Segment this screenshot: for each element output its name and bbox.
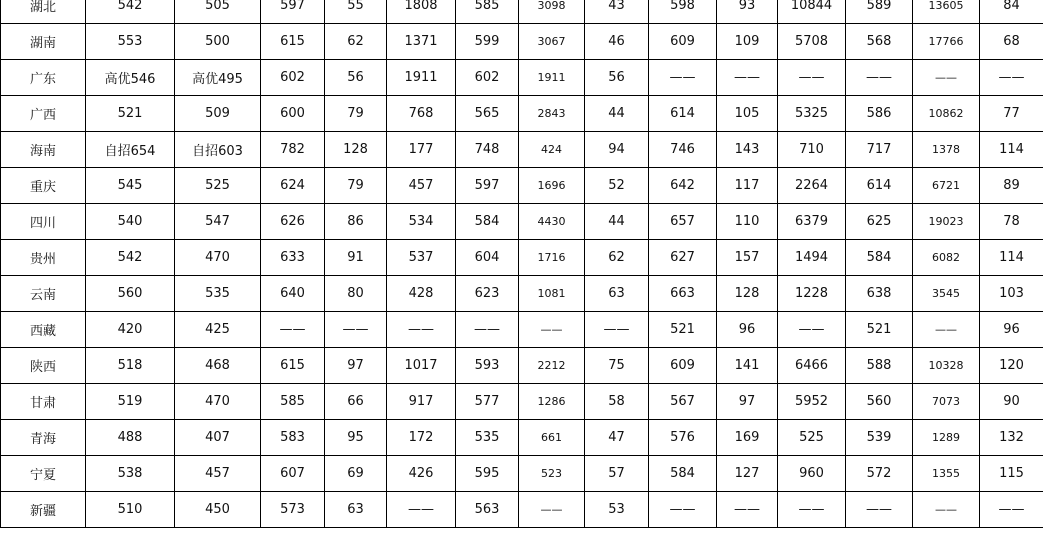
table-cell: —— <box>387 492 456 528</box>
table-cell: 3098 <box>519 0 585 24</box>
table-cell: 521 <box>86 96 175 132</box>
table-cell: 80 <box>325 276 387 312</box>
table-cell: 425 <box>175 312 261 348</box>
province-cell: 云南 <box>1 276 86 312</box>
table-cell: 598 <box>649 0 717 24</box>
table-cell: 614 <box>846 168 913 204</box>
table-cell: 407 <box>175 420 261 456</box>
table-cell: 4430 <box>519 204 585 240</box>
table-cell: 626 <box>261 204 325 240</box>
table-cell: 535 <box>175 276 261 312</box>
table-cell: 1378 <box>913 132 980 168</box>
table-cell: 663 <box>649 276 717 312</box>
table-cell: 90 <box>980 384 1043 420</box>
table-cell: 93 <box>717 0 778 24</box>
table-cell: 43 <box>585 0 649 24</box>
table-cell: 525 <box>175 168 261 204</box>
table-cell: 53 <box>585 492 649 528</box>
table-cell: 604 <box>456 240 519 276</box>
table-cell: 143 <box>717 132 778 168</box>
table-cell: 1696 <box>519 168 585 204</box>
table-cell: 172 <box>387 420 456 456</box>
table-cell: 583 <box>261 420 325 456</box>
table-cell: 609 <box>649 24 717 60</box>
table-cell: 576 <box>649 420 717 456</box>
table-cell: 627 <box>649 240 717 276</box>
table-cell: 545 <box>86 168 175 204</box>
table-row <box>1 456 1043 492</box>
table-row <box>1 420 1043 456</box>
table-cell: 615 <box>261 24 325 60</box>
table-cell: 66 <box>325 384 387 420</box>
table-cell: 114 <box>980 132 1043 168</box>
table-cell: 585 <box>261 384 325 420</box>
table-cell: 55 <box>325 0 387 24</box>
table-cell: 538 <box>86 456 175 492</box>
table-row <box>1 24 1043 60</box>
table-row <box>1 348 1043 384</box>
table-cell: —— <box>456 312 519 348</box>
table-cell: 128 <box>325 132 387 168</box>
table-cell: 523 <box>519 456 585 492</box>
table-cell: 640 <box>261 276 325 312</box>
table-cell: 560 <box>846 384 913 420</box>
table-cell: 748 <box>456 132 519 168</box>
table-cell: 710 <box>778 132 846 168</box>
province-cell: 四川 <box>1 204 86 240</box>
table-cell: 1355 <box>913 456 980 492</box>
table-cell: 62 <box>585 240 649 276</box>
province-cell: 湖南 <box>1 24 86 60</box>
table-cell: 563 <box>456 492 519 528</box>
table-cell: 488 <box>86 420 175 456</box>
table-row <box>1 0 1043 24</box>
table-cell: 69 <box>325 456 387 492</box>
table-row <box>1 276 1043 312</box>
table-cell: 534 <box>387 204 456 240</box>
table-cell: 19023 <box>913 204 980 240</box>
table-cell: 588 <box>846 348 913 384</box>
table-cell: 自招654 <box>86 132 175 168</box>
table-cell: 169 <box>717 420 778 456</box>
province-cell: 青海 <box>1 420 86 456</box>
table-cell: 782 <box>261 132 325 168</box>
table-cell: 5325 <box>778 96 846 132</box>
table-cell: 86 <box>325 204 387 240</box>
province-cell: 西藏 <box>1 312 86 348</box>
table-cell: 505 <box>175 0 261 24</box>
table-cell: 917 <box>387 384 456 420</box>
table-row <box>1 312 1043 348</box>
table-cell: 420 <box>86 312 175 348</box>
table-cell: 717 <box>846 132 913 168</box>
table-cell: 642 <box>649 168 717 204</box>
table-cell: 560 <box>86 276 175 312</box>
table-row <box>1 204 1043 240</box>
table-cell: 470 <box>175 240 261 276</box>
table-cell: 539 <box>846 420 913 456</box>
table-cell: 746 <box>649 132 717 168</box>
table-cell: 521 <box>846 312 913 348</box>
table-cell: 1911 <box>519 60 585 96</box>
table-cell: 157 <box>717 240 778 276</box>
table-cell: 13605 <box>913 0 980 24</box>
table-row <box>1 168 1043 204</box>
table-cell: 457 <box>387 168 456 204</box>
table-cell: 6466 <box>778 348 846 384</box>
table-cell: 585 <box>456 0 519 24</box>
table-cell: 5952 <box>778 384 846 420</box>
table-cell: 63 <box>585 276 649 312</box>
table-cell: 614 <box>649 96 717 132</box>
table-cell: 1494 <box>778 240 846 276</box>
table-cell: 2843 <box>519 96 585 132</box>
table-cell: 52 <box>585 168 649 204</box>
table-cell: 540 <box>86 204 175 240</box>
table-cell: 599 <box>456 24 519 60</box>
table-cell: 177 <box>387 132 456 168</box>
table-cell: 110 <box>717 204 778 240</box>
table-cell: —— <box>778 312 846 348</box>
province-cell: 贵州 <box>1 240 86 276</box>
table-cell: 623 <box>456 276 519 312</box>
table-cell: 78 <box>980 204 1043 240</box>
table-cell: 高优546 <box>86 60 175 96</box>
table-cell: 3067 <box>519 24 585 60</box>
table-cell: 426 <box>387 456 456 492</box>
table-cell: 450 <box>175 492 261 528</box>
table-cell: —— <box>325 312 387 348</box>
table-cell: 84 <box>980 0 1043 24</box>
table-cell: 10328 <box>913 348 980 384</box>
table-cell: 128 <box>717 276 778 312</box>
table-cell: 105 <box>717 96 778 132</box>
table-cell: 615 <box>261 348 325 384</box>
table-cell: 57 <box>585 456 649 492</box>
table-cell: 1808 <box>387 0 456 24</box>
table-cell: 115 <box>980 456 1043 492</box>
table-cell: 75 <box>585 348 649 384</box>
table-cell: 94 <box>585 132 649 168</box>
table-cell: 573 <box>261 492 325 528</box>
table-row <box>1 132 1043 168</box>
table-cell: 470 <box>175 384 261 420</box>
table-cell: 3545 <box>913 276 980 312</box>
table-row <box>1 96 1043 132</box>
table-cell: 518 <box>86 348 175 384</box>
table-body <box>1 0 1043 528</box>
table-cell: 572 <box>846 456 913 492</box>
table-cell: 584 <box>456 204 519 240</box>
table-cell: 79 <box>325 168 387 204</box>
table-cell: —— <box>519 312 585 348</box>
table-cell: 97 <box>717 384 778 420</box>
table-cell: 127 <box>717 456 778 492</box>
province-cell: 湖北 <box>1 0 86 24</box>
table-cell: 584 <box>649 456 717 492</box>
table-cell: —— <box>519 492 585 528</box>
province-cell: 甘肃 <box>1 384 86 420</box>
table-cell: 63 <box>325 492 387 528</box>
table-cell: 960 <box>778 456 846 492</box>
table-cell: 1286 <box>519 384 585 420</box>
table-cell: 424 <box>519 132 585 168</box>
province-cell: 新疆 <box>1 492 86 528</box>
table-cell: —— <box>717 492 778 528</box>
province-cell: 陕西 <box>1 348 86 384</box>
table-cell: 600 <box>261 96 325 132</box>
table-cell: 597 <box>456 168 519 204</box>
table-cell: 5708 <box>778 24 846 60</box>
table-cell: 95 <box>325 420 387 456</box>
table-cell: —— <box>913 312 980 348</box>
table-cell: 79 <box>325 96 387 132</box>
table-cell: 468 <box>175 348 261 384</box>
province-cell: 海南 <box>1 132 86 168</box>
table-cell: —— <box>980 492 1043 528</box>
table-cell: —— <box>585 312 649 348</box>
table-cell: 525 <box>778 420 846 456</box>
table-cell: 1081 <box>519 276 585 312</box>
table-cell: 89 <box>980 168 1043 204</box>
table-cell: 521 <box>649 312 717 348</box>
table-cell: 547 <box>175 204 261 240</box>
table-cell: 768 <box>387 96 456 132</box>
table-cell: 593 <box>456 348 519 384</box>
table-cell: 7073 <box>913 384 980 420</box>
table-cell: 117 <box>717 168 778 204</box>
table-cell: 509 <box>175 96 261 132</box>
table-cell: —— <box>649 60 717 96</box>
table-row <box>1 492 1043 528</box>
table-cell: 661 <box>519 420 585 456</box>
table-row <box>1 60 1043 96</box>
table-cell: 97 <box>325 348 387 384</box>
table-cell: —— <box>913 60 980 96</box>
table-cell: 537 <box>387 240 456 276</box>
table-cell: 114 <box>980 240 1043 276</box>
table-cell: 17766 <box>913 24 980 60</box>
table-cell: 577 <box>456 384 519 420</box>
table-cell: 6082 <box>913 240 980 276</box>
table-cell: 120 <box>980 348 1043 384</box>
table-cell: 6721 <box>913 168 980 204</box>
table-cell: 高优495 <box>175 60 261 96</box>
province-cell: 广西 <box>1 96 86 132</box>
table-cell: 607 <box>261 456 325 492</box>
table-cell: 428 <box>387 276 456 312</box>
table-row <box>1 240 1043 276</box>
table-cell: 1716 <box>519 240 585 276</box>
table-cell: —— <box>261 312 325 348</box>
table-cell: —— <box>649 492 717 528</box>
table-cell: 56 <box>585 60 649 96</box>
table-cell: —— <box>846 492 913 528</box>
province-cell: 广东 <box>1 60 86 96</box>
table-cell: 46 <box>585 24 649 60</box>
table-cell: 567 <box>649 384 717 420</box>
province-cell: 重庆 <box>1 168 86 204</box>
table-cell: 602 <box>456 60 519 96</box>
table-cell: 2212 <box>519 348 585 384</box>
table-cell: 1371 <box>387 24 456 60</box>
province-cell: 宁夏 <box>1 456 86 492</box>
table-cell: 553 <box>86 24 175 60</box>
table-cell: 62 <box>325 24 387 60</box>
table-cell: 595 <box>456 456 519 492</box>
table-cell: 584 <box>846 240 913 276</box>
table-cell: 657 <box>649 204 717 240</box>
table-cell: 586 <box>846 96 913 132</box>
table-cell: 96 <box>980 312 1043 348</box>
table-cell: 535 <box>456 420 519 456</box>
table-cell: —— <box>980 60 1043 96</box>
table-cell: 1289 <box>913 420 980 456</box>
table-cell: 633 <box>261 240 325 276</box>
table-cell: 1228 <box>778 276 846 312</box>
table-cell: 638 <box>846 276 913 312</box>
table-cell: 457 <box>175 456 261 492</box>
table-cell: —— <box>913 492 980 528</box>
table-cell: —— <box>778 492 846 528</box>
table-cell: 44 <box>585 96 649 132</box>
table-cell: —— <box>778 60 846 96</box>
table-cell: 500 <box>175 24 261 60</box>
table-cell: 6379 <box>778 204 846 240</box>
table-cell: 91 <box>325 240 387 276</box>
table-cell: 597 <box>261 0 325 24</box>
table-cell: 77 <box>980 96 1043 132</box>
table-cell: 109 <box>717 24 778 60</box>
table-row <box>1 384 1043 420</box>
table-cell: —— <box>387 312 456 348</box>
table-cell: 609 <box>649 348 717 384</box>
table-cell: 自招603 <box>175 132 261 168</box>
table-cell: 1911 <box>387 60 456 96</box>
table-cell: 519 <box>86 384 175 420</box>
table-cell: 625 <box>846 204 913 240</box>
table-cell: —— <box>717 60 778 96</box>
table-cell: 568 <box>846 24 913 60</box>
table-cell: 44 <box>585 204 649 240</box>
table-cell: 589 <box>846 0 913 24</box>
table-cell: 68 <box>980 24 1043 60</box>
table-cell: 58 <box>585 384 649 420</box>
table-cell: 10844 <box>778 0 846 24</box>
table-cell: 1017 <box>387 348 456 384</box>
table-cell: 10862 <box>913 96 980 132</box>
table-cell: 542 <box>86 240 175 276</box>
table-cell: 624 <box>261 168 325 204</box>
table-cell: 56 <box>325 60 387 96</box>
table-cell: 141 <box>717 348 778 384</box>
table-cell: 542 <box>86 0 175 24</box>
table-cell: 47 <box>585 420 649 456</box>
table-cell: 103 <box>980 276 1043 312</box>
table-cell: 565 <box>456 96 519 132</box>
table-cell: 510 <box>86 492 175 528</box>
table-cell: 602 <box>261 60 325 96</box>
table-cell: 96 <box>717 312 778 348</box>
table-cell: 132 <box>980 420 1043 456</box>
table-cell: 2264 <box>778 168 846 204</box>
table-cell: —— <box>846 60 913 96</box>
